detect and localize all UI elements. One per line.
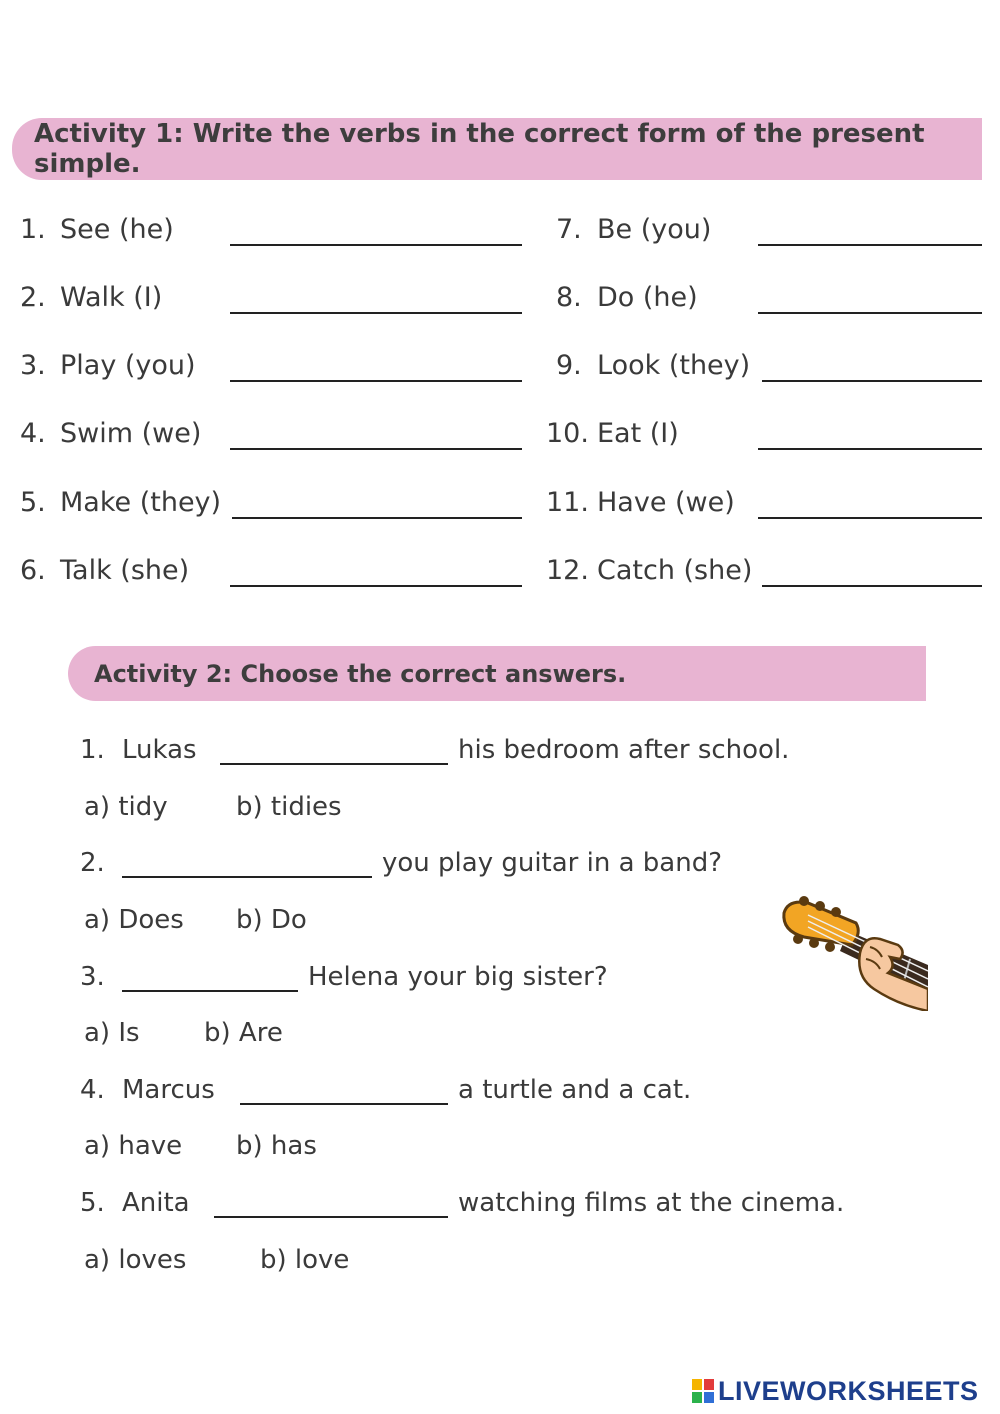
activity1-item xyxy=(20,555,560,595)
activity1-item xyxy=(20,214,560,254)
activity1-banner xyxy=(12,118,982,180)
item-number: 6. xyxy=(20,555,46,586)
activity1-item xyxy=(20,418,560,458)
item-number: 4. xyxy=(20,418,46,449)
question-text-after: watching films at the cinema. xyxy=(458,1188,845,1218)
answer-blank[interactable] xyxy=(758,517,982,519)
item-number: 9. xyxy=(556,350,582,381)
item-number: 1. xyxy=(20,214,46,245)
liveworksheets-logo xyxy=(692,1374,979,1408)
option-a[interactable]: a) loves xyxy=(84,1245,187,1275)
answer-blank[interactable] xyxy=(762,585,982,587)
option-b[interactable]: b) tidies xyxy=(236,792,342,822)
question-number: 4. xyxy=(80,1075,105,1105)
activity1-item xyxy=(548,350,988,390)
answer-blank[interactable] xyxy=(232,517,522,519)
activity2-banner xyxy=(68,646,926,701)
question-text-before: Lukas xyxy=(122,735,197,765)
option-a[interactable]: a) Does xyxy=(84,905,184,935)
activity1-item xyxy=(548,487,988,527)
item-label: Eat (I) xyxy=(597,418,679,449)
activity1-item xyxy=(548,555,988,595)
question-text-after: a turtle and a cat. xyxy=(458,1075,692,1105)
logo-mark-icon xyxy=(692,1379,714,1403)
question-text-after: you play guitar in a band? xyxy=(382,848,723,878)
activity1-item xyxy=(548,282,988,322)
item-number: 11. xyxy=(546,487,589,518)
item-label: Walk (I) xyxy=(60,282,163,313)
activity1-item xyxy=(20,487,560,527)
logo-text: LIVEWORKSHEETS xyxy=(718,1375,979,1406)
option-b[interactable]: b) love xyxy=(260,1245,350,1275)
activity1-item xyxy=(548,418,988,458)
item-number: 10. xyxy=(546,418,589,449)
item-label: Be (you) xyxy=(597,214,712,245)
item-number: 5. xyxy=(20,487,46,518)
question-text-before: Marcus xyxy=(122,1075,215,1105)
answer-blank[interactable] xyxy=(122,876,372,878)
option-b[interactable]: b) Do xyxy=(236,905,307,935)
option-a[interactable]: a) have xyxy=(84,1131,183,1161)
question-text-after: his bedroom after school. xyxy=(458,735,790,765)
answer-blank[interactable] xyxy=(230,585,522,587)
answer-blank[interactable] xyxy=(214,1216,448,1218)
answer-blank[interactable] xyxy=(758,312,982,314)
item-number: 3. xyxy=(20,350,46,381)
item-label: Play (you) xyxy=(60,350,196,381)
option-b[interactable]: b) Are xyxy=(204,1018,283,1048)
question-text-after: Helena your big sister? xyxy=(308,962,608,992)
question-number: 2. xyxy=(80,848,105,878)
activity1-item xyxy=(548,214,988,254)
answer-blank[interactable] xyxy=(230,448,522,450)
activity1-item xyxy=(20,350,560,390)
item-label: Talk (she) xyxy=(60,555,190,586)
answer-blank[interactable] xyxy=(230,380,522,382)
guitar-illustration xyxy=(778,893,928,1011)
question-text-before: Anita xyxy=(122,1188,190,1218)
answer-blank[interactable] xyxy=(240,1103,448,1105)
answer-blank[interactable] xyxy=(762,380,982,382)
item-number: 2. xyxy=(20,282,46,313)
answer-blank[interactable] xyxy=(758,448,982,450)
item-label: Do (he) xyxy=(597,282,698,313)
item-label: Swim (we) xyxy=(60,418,202,449)
item-label: Make (they) xyxy=(60,487,222,518)
question-number: 5. xyxy=(80,1188,105,1218)
activity1-title: Activity 1: Write the verbs in the correct form of the present simple. xyxy=(34,119,925,179)
option-b[interactable]: b) has xyxy=(236,1131,317,1161)
item-label: Look (they) xyxy=(597,350,751,381)
option-a[interactable]: a) tidy xyxy=(84,792,168,822)
item-label: Have (we) xyxy=(597,487,735,518)
answer-blank[interactable] xyxy=(758,244,982,246)
item-number: 12. xyxy=(546,555,589,586)
option-a[interactable]: a) Is xyxy=(84,1018,140,1048)
item-number: 7. xyxy=(556,214,582,245)
item-label: Catch (she) xyxy=(597,555,753,586)
answer-blank[interactable] xyxy=(230,312,522,314)
item-number: 8. xyxy=(556,282,582,313)
question-number: 3. xyxy=(80,962,105,992)
question-number: 1. xyxy=(80,735,105,765)
activity2-title: Activity 2: Choose the correct answers. xyxy=(94,659,627,688)
item-label: See (he) xyxy=(60,214,174,245)
answer-blank[interactable] xyxy=(220,763,448,765)
activity1-item xyxy=(20,282,560,322)
answer-blank[interactable] xyxy=(122,990,298,992)
answer-blank[interactable] xyxy=(230,244,522,246)
